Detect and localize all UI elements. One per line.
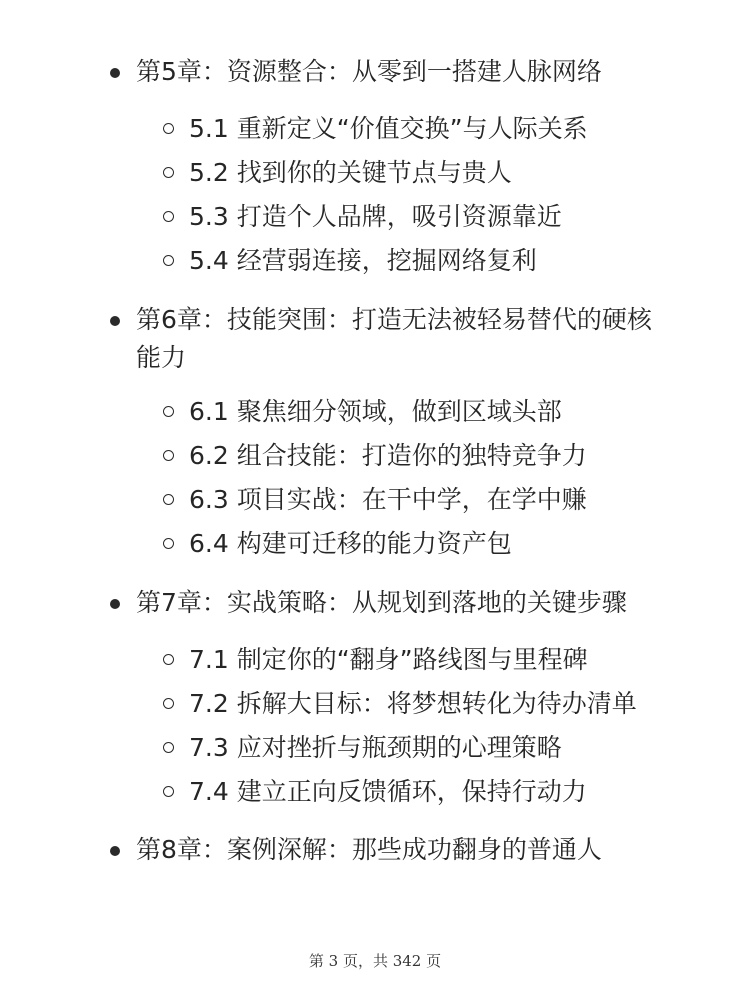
circle-bullet-icon bbox=[163, 494, 174, 505]
section-title: 5.3 打造个人品牌，吸引资源靠近 bbox=[189, 202, 562, 231]
section-title: 6.3 项目实战：在干中学，在学中赚 bbox=[189, 485, 587, 514]
section-title: 6.1 聚焦细分领域，做到区域头部 bbox=[189, 397, 562, 426]
section-title: 5.1 重新定义“价值交换”与人际关系 bbox=[189, 114, 588, 143]
circle-bullet-icon bbox=[163, 786, 174, 797]
circle-bullet-icon bbox=[163, 698, 174, 709]
section-title: 5.2 找到你的关键节点与贵人 bbox=[189, 158, 512, 187]
bullet-icon bbox=[110, 599, 120, 609]
section-title: 6.4 构建可迁移的能力资产包 bbox=[189, 529, 512, 558]
page-number: 第 3 页，共 342 页 bbox=[308, 952, 442, 970]
section-title: 7.1 制定你的“翻身”路线图与里程碑 bbox=[189, 645, 588, 674]
chapter-title: 第6章：技能突围：打造无法被轻易替代的硬核能力 bbox=[136, 305, 652, 372]
circle-bullet-icon bbox=[163, 406, 174, 417]
circle-bullet-icon bbox=[163, 167, 174, 178]
section-title: 7.3 应对挫折与瓶颈期的心理策略 bbox=[189, 733, 562, 762]
chapter-title: 第5章：资源整合：从零到一搭建人脉网络 bbox=[136, 57, 602, 86]
circle-bullet-icon bbox=[163, 123, 174, 134]
section-title: 5.4 经营弱连接，挖掘网络复利 bbox=[189, 246, 537, 275]
section-title: 6.2 组合技能：打造你的独特竞争力 bbox=[189, 441, 587, 470]
section-title: 7.2 拆解大目标：将梦想转化为待办清单 bbox=[189, 689, 637, 718]
section-title: 7.4 建立正向反馈循环，保持行动力 bbox=[189, 777, 587, 806]
circle-bullet-icon bbox=[163, 654, 174, 665]
chapter-title: 第7章：实战策略：从规划到落地的关键步骤 bbox=[136, 588, 627, 617]
bullet-icon bbox=[110, 846, 120, 856]
bullet-icon bbox=[110, 68, 120, 78]
circle-bullet-icon bbox=[163, 450, 174, 461]
circle-bullet-icon bbox=[163, 211, 174, 222]
bullet-icon bbox=[110, 316, 120, 326]
circle-bullet-icon bbox=[163, 255, 174, 266]
circle-bullet-icon bbox=[163, 742, 174, 753]
circle-bullet-icon bbox=[163, 538, 174, 549]
chapter-title: 第8章：案例深解：那些成功翻身的普通人 bbox=[136, 835, 602, 864]
